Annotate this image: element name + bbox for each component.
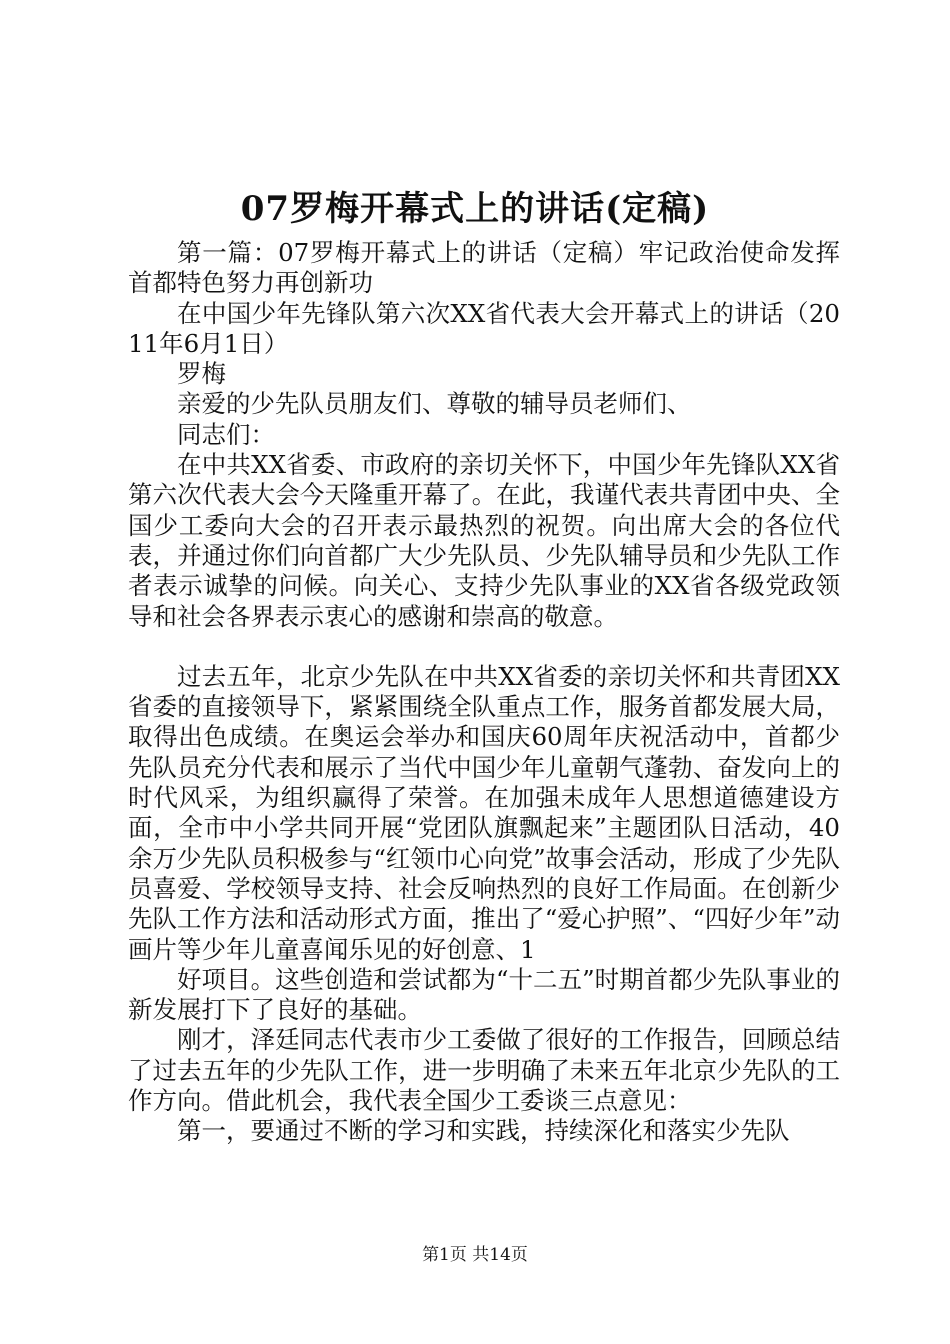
paragraph-opening: 在中共XX省委、市政府的亲切关怀下，中国少年先锋队XX省第六次代表大会今天隆重开幕了。在此，我谨代表共青团中央、全国少工委向大会的召开表示最热烈的祝贺。向出席大会的各位代表，并通过你们向首都广大少先队员、少先队辅导员和少先队工作者表示诚挚的问候。向关心、支持少先队事业的XX省各级党政领导和社会各界表示衷心的感谢和崇高的敬意。 — [128, 450, 840, 631]
document-title: 07罗梅开幕式上的讲话(定稿) — [240, 189, 710, 229]
paragraph-speaker: 罗梅 — [177, 359, 226, 389]
paragraph-greeting: 亲爱的少先队员朋友们、尊敬的辅导员老师们、 — [177, 389, 692, 419]
paragraph-greeting-comrades: 同志们： — [177, 419, 275, 449]
document-body — [128, 238, 840, 1147]
page-footer: 第1页 共14页 — [422, 1245, 528, 1265]
paragraph-intro: 第一篇：07罗梅开幕式上的讲话（定稿）牢记政治使命发挥首都特色努力再创新功 — [128, 238, 840, 298]
paragraph-projects: 好项目。这些创造和尝试都为“十二五”时期首都少先队事业的新发展打下了良好的基础。 — [128, 964, 840, 1025]
paragraph-report: 刚才，泽廷同志代表市少工委做了很好的工作报告，回顾总结了过去五年的少先队工作，进一步明确了未来五年北京少先队的工作方向。借此机会，我代表全国少工委谈三点意见： — [128, 1025, 840, 1116]
paragraph-first-point: 第一，要通过不断的学习和实践，持续深化和落实少先队 — [177, 1116, 790, 1146]
paragraph-past-five-years: 过去五年，北京少先队在中共XX省委的亲切关怀和共青团XX省委的直接领导下，紧紧围绕全队重点工作，服务首都发展大局，取得出色成绩。在奥运会举办和国庆60周年庆祝活动中，首都少先队员充分代表和展示了当代中国少年儿童朝气蓬勃、奋发向上的时代风采，为组织赢得了荣誉。在加强未成年人思想道德建设方面，全市中小学共同开展“党团队旗飘起来”主题团队日活动，40余万少先队员积极参与“红领巾心向党”故事会活动，形成了少先队员喜爱、学校领导支持、社会反响热烈的良好工作局面。在创新少先队工作方法和活动形式方面，推出了“爱心护照”、“四好少年”动画片等少年儿童喜闻乐见的好创意、1 — [128, 661, 840, 964]
paragraph-speech-heading: 在中国少年先锋队第六次XX省代表大会开幕式上的讲话（2011年6月1日） — [128, 298, 840, 358]
